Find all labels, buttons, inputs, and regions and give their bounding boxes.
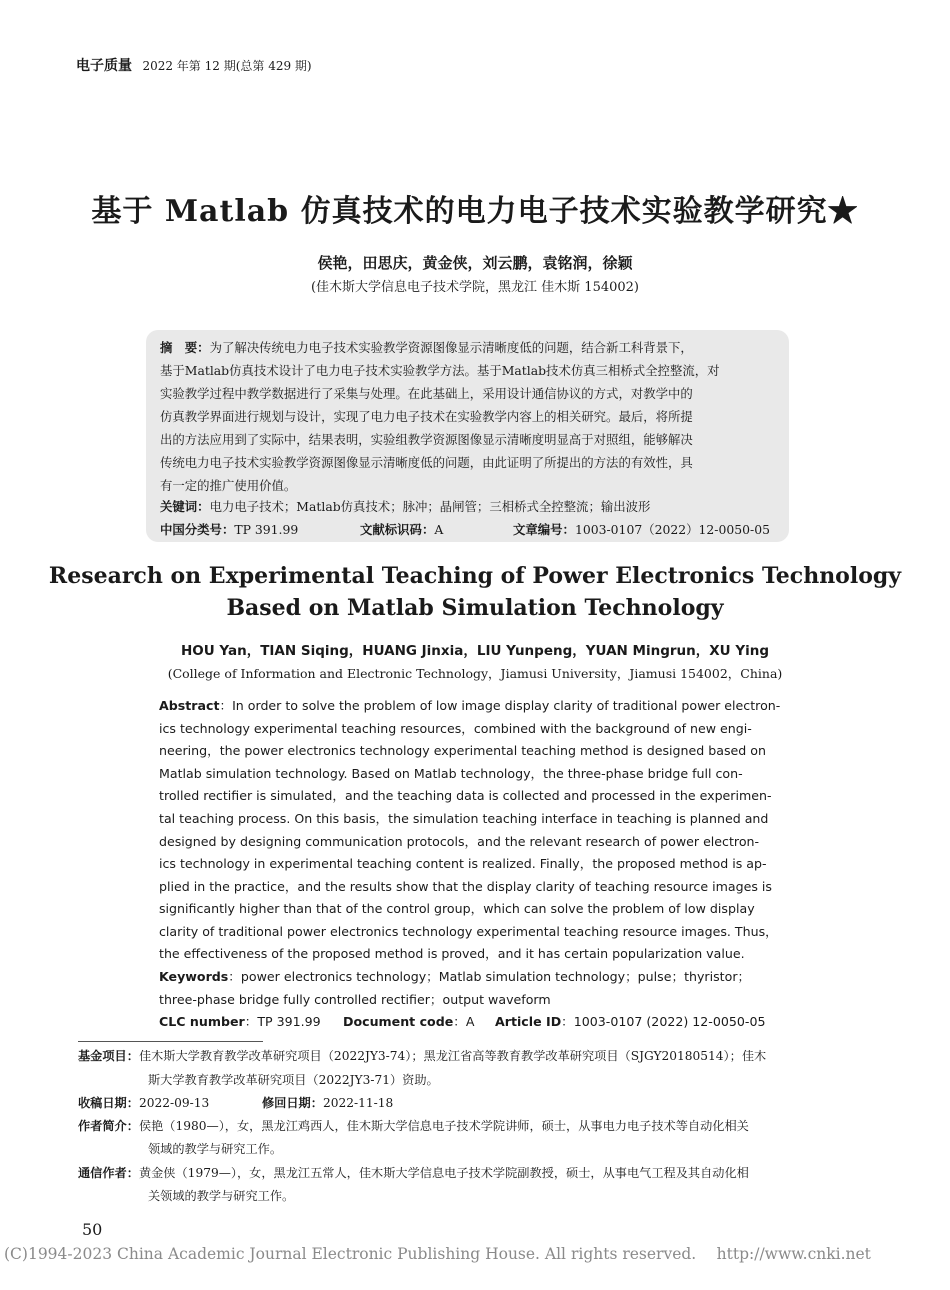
en-abstract-line: significantly higher than that of the control group，which can solve the problem of low display: [159, 901, 755, 916]
en-abstract-line: Matlab simulation technology. Based on Matlab technology，the three-phase bridge full con-: [159, 766, 743, 781]
zh-keywords-label: 关键词：: [160, 499, 210, 514]
zh-abstract-line: 基于Matlab仿真技术设计了电力电子技术实验教学方法。基于Matlab技术仿真三相桥式全控整流，对: [160, 363, 720, 378]
en-article-id: Article ID：1003-0107 (2022) 12-0050-05: [495, 1014, 766, 1029]
en-keywords-line2: three-phase bridge fully controlled rectifier；output waveform: [159, 992, 551, 1007]
en-affiliation: (College of Information and Electronic Technology，Jiamusi University，Jiamusi 154002，China): [167, 666, 783, 681]
footnote-received: 收稿日期：2022-09-13: [78, 1096, 210, 1110]
zh-abstract-line: 摘 要：为了解决传统电力电子技术实验教学资源图像显示清晰度低的问题，结合新工科背景下，: [160, 340, 693, 355]
en-title-line1: Research on Experimental Teaching of Power Electronics Technology: [48, 563, 902, 589]
footnote-fund: 基金项目：佳木斯大学教育教学改革研究项目（2022JY3-74）；黑龙江省高等教育教学改革研究项目（SJGY20180514）；佳木: [78, 1049, 767, 1063]
en-keywords: Keywords：power electronics technology；Matlab simulation technology；pulse；thyristor；: [159, 969, 751, 984]
page-title: 基于 Matlab 仿真技术的电力电子技术实验教学研究★: [91, 194, 859, 229]
en-abstract-line: plied in the practice，and the results show that the display clarity of teaching resource images is: [159, 879, 772, 894]
copyright-notice: (C)1994-2023 China Academic Journal Electronic Publishing House. All rights reserved. http://www.cnki.net: [4, 1245, 871, 1263]
en-abstract-line: tal teaching process. On this basis，the simulation teaching interface in teaching is planned and: [159, 811, 769, 826]
zh-affiliation: (佳木斯大学信息电子技术学院，黑龙江 佳木斯 154002): [310, 280, 640, 295]
en-abstract-line: trolled rectifier is simulated，and the teaching data is collected and processed in the experimen-: [159, 788, 772, 803]
zh-clc: 中国分类号：TP 391.99: [160, 522, 299, 537]
zh-doc-code: 文献标识码：A: [360, 522, 444, 537]
en-title-line2: Based on Matlab Simulation Technology: [226, 595, 724, 621]
zh-abstract-line: 实验教学过程中教学数据进行了采集与处理。在此基础上，采用设计通信协议的方式，对教学中的: [160, 386, 693, 401]
zh-keywords: 关键词：电力电子技术；Matlab仿真技术；脉冲；晶闸管；三相桥式全控整流；输出波形: [160, 499, 651, 514]
en-abstract-line: ics technology in experimental teaching content is realized. Finally，the proposed method is ap-: [159, 856, 767, 871]
en-abstract-line: designed by designing communication protocols，and the relevant research of power electron-: [159, 834, 760, 849]
zh-abstract-line: 仿真教学界面进行规划与设计，实现了电力电子技术在实验教学内容上的相关研究。最后，将所提: [160, 409, 693, 424]
footnote-revised: 修回日期：2022-11-18: [262, 1096, 394, 1110]
page-number: 50: [82, 1220, 103, 1239]
en-abstract-line: the effectiveness of the proposed method is proved，and it has certain popularization value.: [159, 946, 745, 961]
en-abstract-line: ics technology experimental teaching resources，combined with the background of new engi-: [159, 721, 752, 736]
zh-article-id: 文章编号：1003-0107（2022）12-0050-05: [513, 522, 770, 537]
footnote-corresponding-cont: 关领域的教学与研究工作。: [148, 1189, 295, 1203]
footnote-author: 作者简介：侯艳（1980—），女，黑龙江鸡西人，佳木斯大学信息电子技术学院讲师，硕士，从事电力电子技术等自动化相关: [78, 1119, 749, 1133]
zh-authors: 侯艳，田思庆，黄金侠，刘云鹏，袁铭润，徐颖: [317, 254, 633, 272]
zh-abstract-line: 出的方法应用到了实际中，结果表明，实验组教学资源图像显示清晰度明显高于对照组，能够解决: [160, 432, 693, 447]
en-abstract-label: Abstract: [159, 698, 220, 713]
en-authors: HOU Yan，TIAN Siqing，HUANG Jinxia，LIU Yunpeng，YUAN Mingrun，XU Ying: [181, 643, 769, 659]
zh-abstract-line: 有一定的推广使用价值。: [160, 478, 297, 493]
en-abstract-line: Abstract：In order to solve the problem of low image display clarity of traditional power electron-: [159, 698, 781, 713]
footnote-fund-cont: 斯大学教育教学改革研究项目（2022JY3-71）资助。: [148, 1073, 439, 1087]
issue-info: 2022 年第 12 期(总第 429 期): [142, 59, 312, 73]
en-abstract-line: neering，the power electronics technology experimental teaching method is designed based on: [159, 743, 766, 758]
en-doc-code: Document code：A: [343, 1014, 475, 1029]
footnote-divider: [78, 1041, 263, 1042]
running-header: [76, 55, 312, 75]
footnote-corresponding: 通信作者：黄金侠（1979—），女，黑龙江五常人，佳木斯大学信息电子技术学院副教授，硕士，从事电气工程及其自动化相: [78, 1166, 749, 1180]
en-abstract-line: clarity of traditional power electronics technology experimental teaching resource images. Thus，: [159, 924, 778, 939]
zh-abstract-line: 传统电力电子技术实验教学资源图像显示清晰度低的问题，由此证明了所提出的方法的有效性，具: [160, 455, 693, 470]
zh-abstract-label: 摘 要：: [160, 340, 210, 355]
footnote-author-cont: 领域的教学与研究工作。: [148, 1142, 283, 1156]
en-keywords-label: Keywords: [159, 969, 229, 984]
journal-name: 电子质量: [76, 58, 132, 74]
en-clc: CLC number：TP 391.99: [159, 1014, 321, 1029]
